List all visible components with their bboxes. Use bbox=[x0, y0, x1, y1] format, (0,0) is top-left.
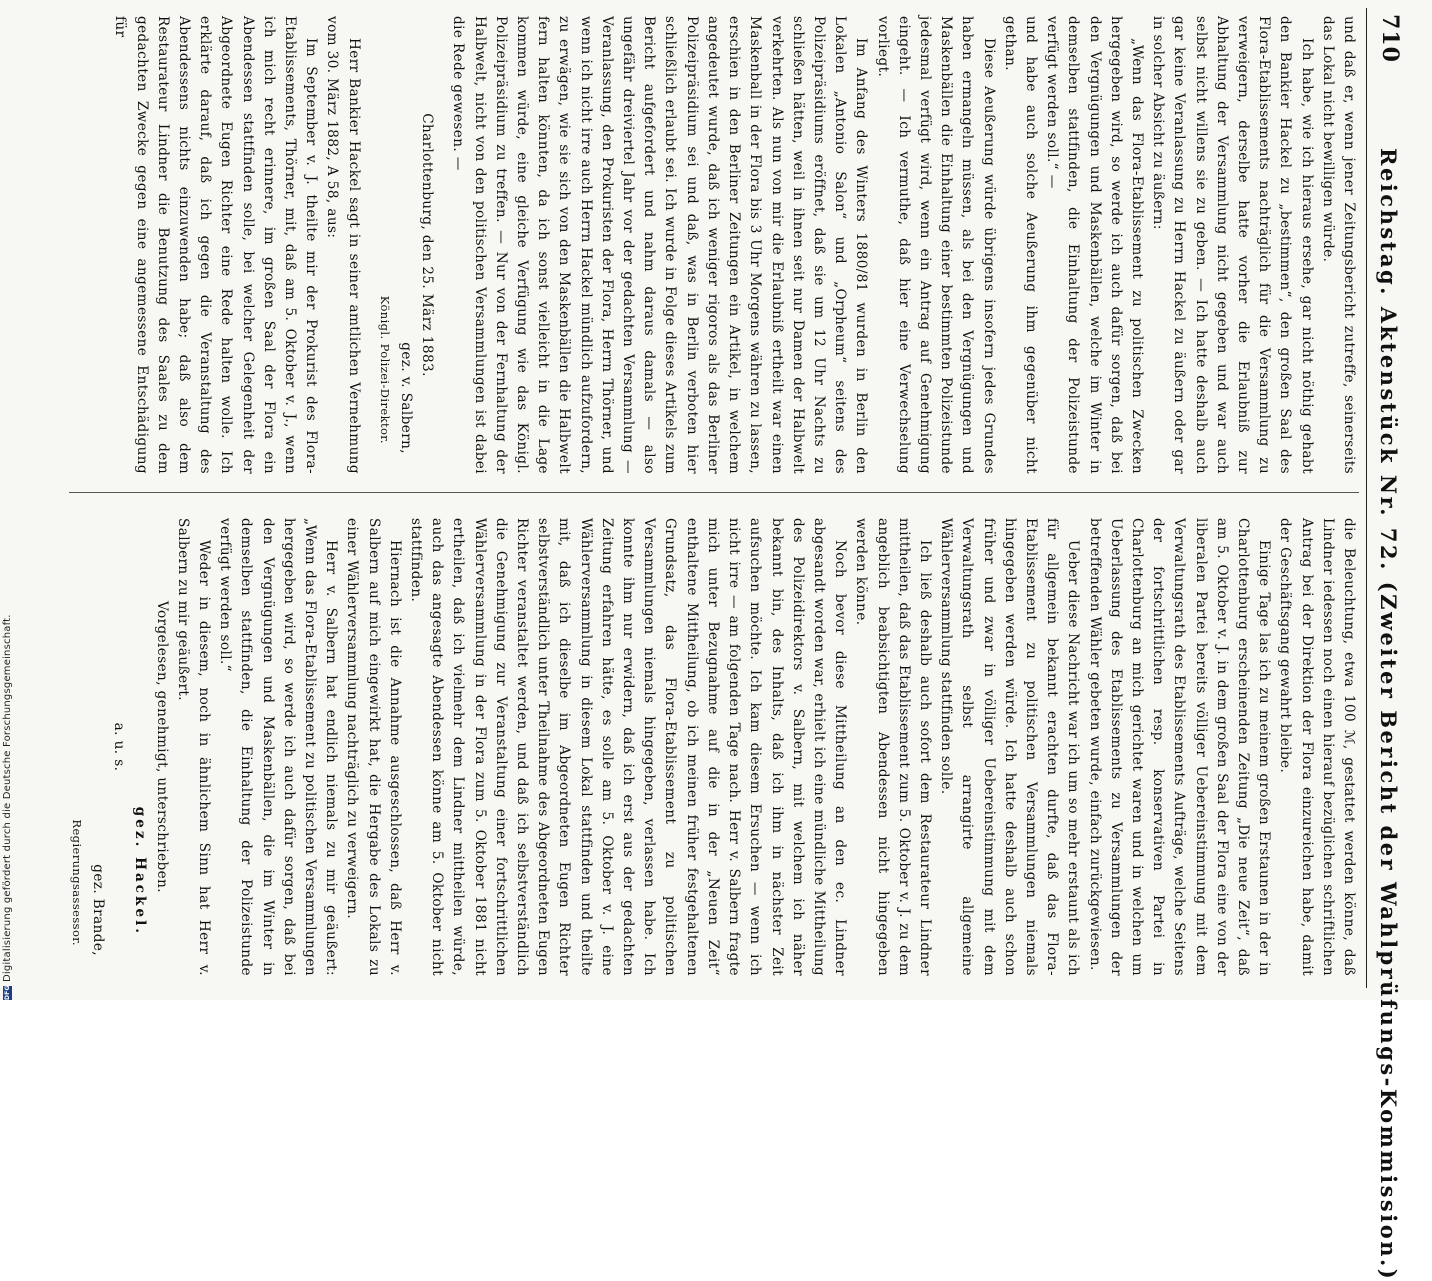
paragraph: Noch bevor diese Mittheilung an den ec. Lindner abgesandt worden war, erhielt ich eine mündliche Mittheilung des Polizeidirektors v. Salbern, mit welchem ich näher bekannt bin, des Inhalts, daß ich ihm in nächster Zeit aufsuchen möchte. Ich kam diesem Ersuchen — wenn ich nicht irre — am folgenden Tage nach. Herr v. Salbern fragte mich unter Bezugnahme auf die in der „Neuen Zeit“ enthaltene Mittheilung, ob ich meinen früher festgehaltenen Grundsatz, das Flora-Etablissement zu politischen Versammlungen niemals hingegeben, verlassen habe. Ich konnte ihm nur erwidern, daß ich erst aus der gedachten Zeitung erfahren hätte, es solle am 5. Oktober v. J. eine Wählerversammlung in diesem Lokal stattfinden und theilte mit, daß ich dieselbe im Abgeordneten Eugen Richter selbstverständlich unter Theilnahme des Abgeordneten Eugen Richter veranstaltet werden, und daß ich selbstverständlich die Genehmigung zur Veranstaltung einer fortschrittlichen Wählerversammlung in der Flora zum 5. Oktober 1881 nicht ertheilen, daß ich vielmehr dem Lindner mittheilen würde, auch das angesagte Abendessen könne am 5. Oktober nicht stattfinden. bbox=[408, 518, 849, 976]
signature-hackel: gez. Hackel. bbox=[132, 806, 149, 936]
closing-formula: Vorgelesen, genehmigt, unterschrieben. bbox=[153, 601, 170, 893]
paragraph: Herr Bankier Hackel sagt in seiner amtlichen Vernehmung vom 30. März 1882, A 58, aus: bbox=[324, 16, 362, 474]
paragraph: und habe auch solche Aeußerung ihm gegenüber nicht gethan. bbox=[1001, 16, 1039, 474]
paragraph: Ich ließ deshalb auch sofort dem Restaurateur Lindner mittheilen, daß das Etablissement zum 5. Oktober v. J. zu dem angeblich beabsichtigten Abendessen nicht hingegeben werden könne. bbox=[853, 518, 933, 976]
funding-note bbox=[2, 614, 13, 1000]
signature-title: Königl. Polizei-Direktor. bbox=[377, 295, 392, 444]
rotated-page bbox=[12, 8, 1407, 1281]
page-header bbox=[1366, 8, 1407, 1281]
running-title: Reichstag. Aktenstück Nr. 72. (Zweiter Bericht der Wahlprüfungs-Kommission.) bbox=[1376, 148, 1401, 1281]
signature-abbrev: a. u. s. bbox=[111, 722, 128, 772]
dfg-logo-icon: DFG bbox=[3, 985, 11, 1000]
paragraph: Ueber diese Nachricht war ich um so mehr erstaunt als ich für allgemein bekannt erachten durfte, daß das Flora-Etablissement zu politischen Versammlungen niemals hingegeben werden würde. Ich hatte deshalb auch schon früher und zwar in völliger Uebereinstimmung mit dem Verwaltungsrath selbst arrangirte allgemeine Wählerversammlung stattfinden solle. bbox=[938, 518, 1082, 976]
funding-text: Digitalisierung gefördert durch die Deutsche Forschungsgemeinschaft. bbox=[2, 614, 13, 982]
paragraph: und daß er, wenn jener Zeitungsbericht zutreffe, seinerseits das Lokal nicht bewilligen würde. bbox=[1319, 16, 1357, 474]
dateline: Charlottenburg, den 25. März 1883. bbox=[419, 113, 436, 377]
paragraph: Einige Tage las ich zu meinem großen Erstaunen in der in Charlottenburg erscheinenden Zeitung „Die neue Zeit“, daß am 5. Oktober v. J. in dem großen Saal der Flora eine von der liberalen Partei bereits völliger Uebereinstimmung mit dem Verwaltungsrath des Etablissements Aufträge, welche Seitens der fortschrittlichen resp. konservativen Partei in Charlottenburg an mich gerichtet waren und in welchen um Ueberlassung des Etablissements zu Versammlungen der betreffenden Wähler gebeten wurde, einfach zurückgewiesen. bbox=[1086, 518, 1273, 976]
paragraph: Im Anfang des Winters 1880/81 wurden in Berlin den Lokalen „Antonio Salon“ und „Orpheum“ seitens des Polizeipräsidiums eröffnet, daß sie um 12 Uhr Nachts zu schließen hätten, weil in ihnen seit nur Damen der Halbwelt verkehrten. Als nun von mir die Erlaubniß ertheilt war einen Maskenball in der Flora bis 3 Uhr Morgens währen zu lassen, erschien in den Berliner Zeitungen ein Artikel, in welchem angedeutet wurde, daß ich weniger rigoros als das Berliner Polizeipräsidium sei und daß, was in Berlin verboten hier schließlich erlaubt sei. Ich wurde in Folge dieses Artikels zum Bericht aufgefordert und nahm daraus damals — also ungefähr dreiviertel Jahr vor der gedachten Versammlung — Veranlassung, den Prokuristen der Flora, Herrn Thörner, und wenn ich nicht irre auch Herrn Hackel mündlich aufzufordern, zu erwägen, wie sie sich von den Maskenbällen die Halbwelt fern halten könnten, da ich sonst vielleicht in die Lage kommen würde, eine gleiche Verfügung wie das Königl. Polizeipräsidium zu treffen. — Nur von der Fernhaltung der Halbwelt, nicht von den politischen Versammlungen ist dabei die Rede gewesen. — bbox=[450, 16, 870, 474]
paragraph: Weder in diesem, noch in ähnlichem Sinn hat Herr v. Salbern zu mir geäußert. bbox=[174, 518, 213, 976]
page-number: 710 bbox=[1377, 14, 1403, 63]
paragraph: Hiernach ist die Annahme ausgeschlossen, daß Herr v. Salbern auf mich eingewirkt hat, die Hergabe des Lokals zu einer Wählerversammlung nachträglich zu verweigern. bbox=[344, 518, 403, 976]
paragraph: Diese Aeußerung würde übrigens insofern jedes Grundes haben ermangeln müssen, als bei den Vergnügungen und Maskenbällen die Einhaltung einer bestimmten Polizeistunde jedesmal verfügt wird, wenn ein Antrag auf Genehmigung eingeht. — Ich vermuthe, daß hier eine Verwechselung vorliegt. bbox=[874, 16, 997, 474]
left-column bbox=[109, 16, 1359, 474]
paragraph: Herr v. Salbern hat endlich niemals zu mir geäußert: „Wenn das Flora-Etablissement zu politischen Versammlungen hergegeben wird, so werde ich auch dafür sorgen, daß bei den Vergnügungen und Maskenbällen, die im Winter in demselben stattfinden, die Einhaltung der Polizeistunde verfügt werden soll.“ bbox=[217, 518, 340, 976]
paragraph: Im September v. J. theilte mir der Prokurist des Flora-Etablissements, Thörner, mit, daß am 5. Oktober v. J., wenn ich mich recht erinnere, im großen Saal der Flora ein Abendessen stattfinden solle, bei welcher Gelegenheit der Abgeordnete Eugen Richter eine Rede halten wolle. Ich erklärte darauf, daß ich gegen die Veranstaltung des Abendessens nichts einzuwenden habe; daß also dem Restaurateur Lindner die Benutzung des Saales zu dem gedachten Zwecke gegen eine angemessene Entschädigung für bbox=[112, 16, 320, 474]
signature-brande-title: Regierungsassessor. bbox=[69, 819, 84, 946]
column-divider bbox=[69, 492, 1359, 493]
signature-brande: gez. Brande, bbox=[90, 864, 107, 956]
right-column bbox=[66, 518, 1359, 976]
signature-name: gez. v. Salbern, bbox=[398, 342, 415, 454]
paragraph: die Beleuchtung, etwa 100 ℳ, gestattet werden könne, daß Lindner iedessen noch einen hierauf bezüglichen schriftlichen Antrag bei der Direktion der Flora einzureichen habe, damit der Geschäftsgang gewahrt bleibe. bbox=[1277, 518, 1357, 976]
quotation: „Wenn das Flora-Etablissement zu politischen Zwecken hergegeben wird, so werde ich auch dafür sorgen, daß bei den Vergnügungen und Maskenbällen, welche im Winter in demselben stattfinden, die Einhaltung der Polizeistunde verfügt werden soll.“ — bbox=[1044, 16, 1145, 474]
paragraph: Ich habe, wie ich hieraus ersehe, gar nicht nöthig gehabt den Bankier Hackel zu „bestimmen“, den großen Saal des Flora-Etablissements nachträglich für die Versammlung zu verweigern, derselbe hatte vorher die Erlaubniß zur Abhaltung der Versammlung nicht gegeben und war auch selbst nicht willens sie zu geben. — Ich hatte deshalb auch gar keine Veranlassung zu Herrn Hackel zu äußern oder gar in solcher Absicht zu äußern: bbox=[1150, 16, 1315, 474]
